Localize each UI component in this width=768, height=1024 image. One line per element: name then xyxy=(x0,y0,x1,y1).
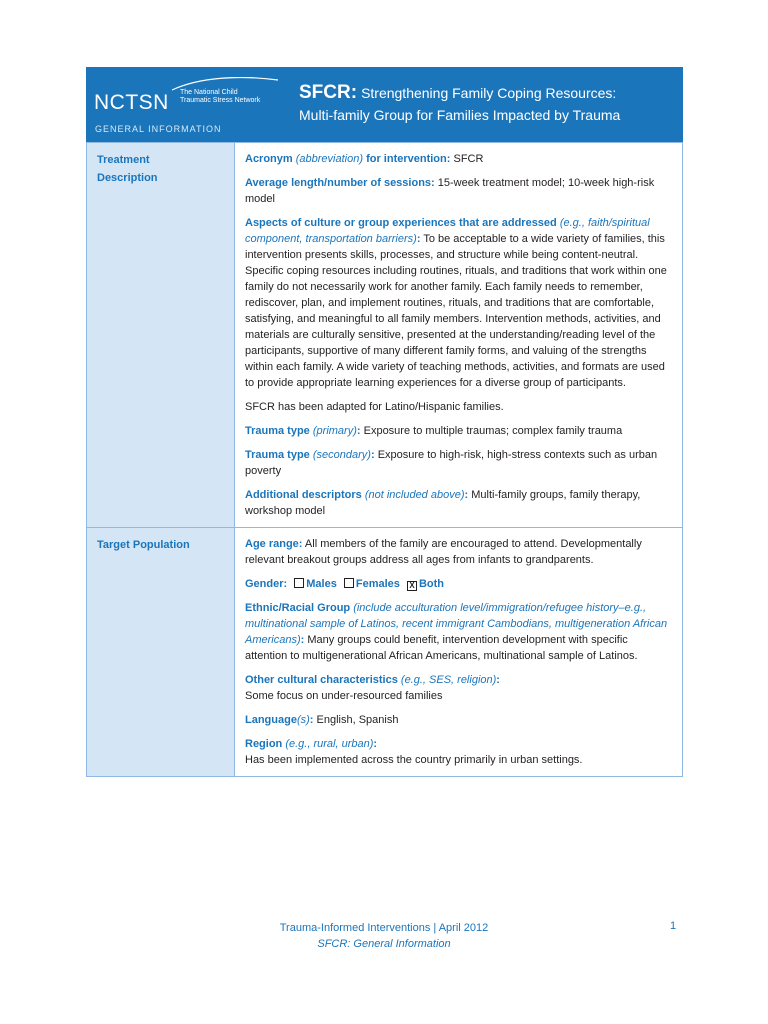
ethnic-field: Ethnic/Racial Group (include acculturation level/immigration/refugee history–e.g., multinational sample of Latinos, recent immigrant Cambodians, multigeneration African Americans): Many groups could benefit, intervention development with specific attention to multigenerational African Americans, multinational sample of Latinos. xyxy=(245,602,668,662)
females-checkbox[interactable] xyxy=(344,578,354,588)
culture-field: Aspects of culture or group experiences that are addressed (e.g., faith/spiritual component, transportation barriers): To be acceptable to a wide variety of families, this intervention presents skills, processes, and structure while being content-neutral. Specific coping resources including routines, rituals, and traditions that work within one family do not necessarily work for another family. Each family needs to remember, rediscover, plan, and implement routines, rituals, and traditions that are comfortable, satisfying, and meaningful to all family members. Intervention methods, activities, and materials are culturally sensitive, presented at the understanding/reading level of the participants, supportive of many different family forms, and valuing of the strengths within each family. A wide variety of teaching methods, activities, and formats are used to provide appropriate learning experiences for a diverse group of participants. xyxy=(245,217,667,389)
other-cultural-field: Other cultural characteristics (e.g., SES, religion): Some focus on under-resourced families xyxy=(245,674,500,702)
length-field: Average length/number of sessions: 15-week treatment model; 10-week high-risk model xyxy=(245,177,655,205)
target-label: Target Population xyxy=(87,528,235,777)
document-page xyxy=(86,67,683,777)
adapted-note: SFCR has been adapted for Latino/Hispanic families. xyxy=(245,401,504,413)
title-line1: Strengthening Family Coping Resources: xyxy=(361,85,617,101)
language-field: Language(s): English, Spanish xyxy=(245,714,399,726)
descriptors-field: Additional descriptors (not included above): Multi-family groups, family therapy, workshop model xyxy=(245,489,641,517)
title-acronym: SFCR: xyxy=(299,82,358,103)
both-label: Both xyxy=(418,578,445,590)
footer-line1: Trauma-Informed Interventions | April 2012 xyxy=(279,922,489,934)
nctsn-logo xyxy=(94,77,284,117)
treatment-content xyxy=(235,143,683,528)
region-field: Region (e.g., rural, urban): Has been implemented across the country primarily in urban settings. xyxy=(245,738,583,766)
treatment-label: Treatment Description xyxy=(87,143,235,528)
document-title xyxy=(299,83,679,125)
logo-subtitle: The National Child Traumatic Stress Network xyxy=(180,89,261,104)
males-label: Males xyxy=(306,578,337,590)
age-field: Age range: All members of the family are encouraged to attend. Developmentally relevant breakout groups address all ages from infants to grandparents. xyxy=(245,538,642,566)
gender-field: Gender: Males Females X Both xyxy=(245,578,445,590)
footer-line2: SFCR: General Information xyxy=(317,938,451,950)
both-checkbox[interactable]: X xyxy=(407,581,417,591)
trauma-primary-field: Trauma type (primary): Exposure to multiple traumas; complex family trauma xyxy=(245,425,623,437)
page-footer xyxy=(0,920,768,952)
title-line2: Multi-family Group for Families Impacted by Trauma xyxy=(299,107,621,123)
document-header xyxy=(86,67,683,142)
target-row xyxy=(87,528,683,777)
info-table xyxy=(86,142,683,777)
acronym-field: Acronym (abbreviation) for intervention: SFCR xyxy=(245,153,484,165)
page-number: 1 xyxy=(670,920,677,932)
trauma-secondary-field: Trauma type (secondary): Exposure to high-risk, high-stress contexts such as urban poverty xyxy=(245,449,658,477)
females-label: Females xyxy=(355,578,400,590)
section-label: GENERAL INFORMATION xyxy=(95,124,222,134)
logo-acronym: NCTSN xyxy=(94,91,169,114)
males-checkbox[interactable] xyxy=(294,578,304,588)
treatment-row xyxy=(87,143,683,528)
target-content xyxy=(235,528,683,777)
